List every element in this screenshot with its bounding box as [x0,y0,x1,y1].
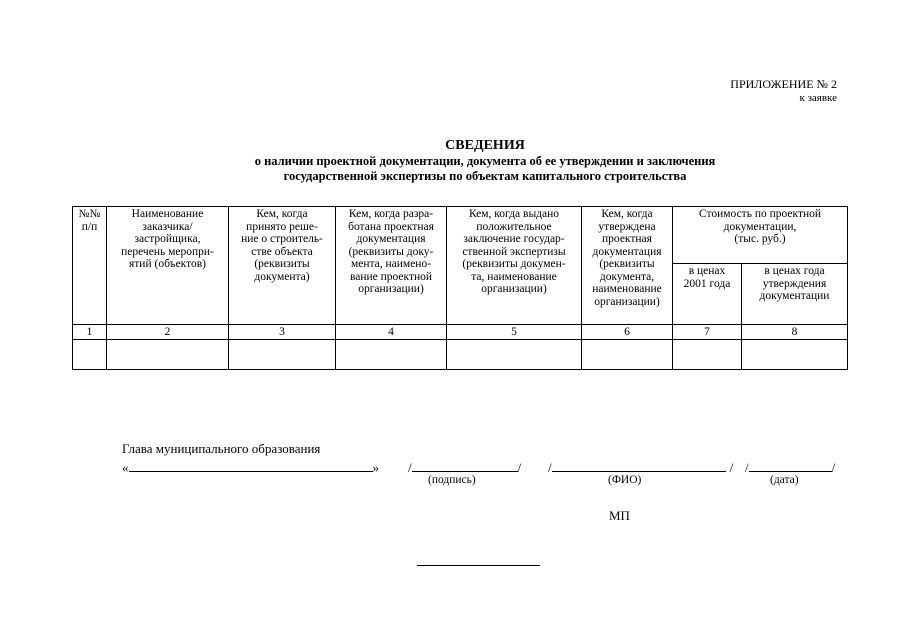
column-number-cell: 2 [107,325,229,340]
header-row [73,207,848,264]
appendix-label [730,77,837,105]
data-cell[interactable] [582,340,673,370]
municipality-name-line[interactable] [122,459,379,476]
data-cell[interactable] [447,340,582,370]
municipality-blank[interactable] [129,459,373,472]
empty-data-row [73,340,848,370]
slash: / [745,460,749,475]
document-title [60,138,905,184]
column-number-cell: 3 [229,325,336,340]
column-number-cell: 6 [582,325,673,340]
signature-blank[interactable] [412,459,518,472]
quote-close: » [372,460,379,475]
data-cell[interactable] [73,340,107,370]
full-name-caption: (ФИО) [608,474,642,486]
header-cell-design: Кем, когда разра- ботана проектная документация (реквизиты доку- мента, наимено- вание проектной организации) [336,207,447,325]
data-cell[interactable] [229,340,336,370]
date-blank[interactable] [749,459,832,472]
stamp-place: МП [609,508,630,523]
column-number-cell: 4 [336,325,447,340]
header-cell-cost: Стоимость по проектной документации, (тыс. руб.) [673,207,848,264]
column-number-cell: 7 [673,325,742,340]
header-cell-number: №№ п/п [73,207,107,325]
header-cell-decision: Кем, когда принято реше- ние о строитель- стве объекта (реквизиты документа) [229,207,336,325]
column-number-cell: 5 [447,325,582,340]
subheader-cell-2001: в ценах 2001 года [673,264,742,325]
header-cell-customer: Наименование заказчика/ застройщика, перечень меропри- ятий (объектов) [107,207,229,325]
full-name-blank[interactable] [552,459,726,472]
data-cell[interactable] [673,340,742,370]
header-cell-expertise: Кем, когда выдано положительное заключение государ- ственной экспертизы (реквизиты докумен- та, наименование организации) [447,207,582,325]
title-main: СВЕДЕНИЯ [445,138,525,153]
title-line-2: о наличии проектной документации, документа об ее утверждении и заключения [254,154,716,168]
column-number-cell: 1 [73,325,107,340]
slash: / [517,460,522,475]
quote-open: « [122,460,129,475]
slash: / [408,460,412,475]
date-caption: (дата) [770,474,799,486]
title-line-3: государственной экспертизы по объектам капитального строительства [283,169,687,183]
slash: / [831,460,836,475]
data-cell[interactable] [336,340,447,370]
header-cell-approval: Кем, когда утверждена проектная документация (реквизиты документа, наименование организации) [582,207,673,325]
bottom-divider [417,565,540,566]
data-cell[interactable] [742,340,848,370]
slash: / [548,460,552,475]
data-cell[interactable] [107,340,229,370]
subheader-cell-approval-year: в ценах года утверждения документации [742,264,848,325]
column-number-cell: 8 [742,325,848,340]
slash: / [729,460,734,475]
appendix-ref: к заявке [799,92,837,104]
info-table [72,206,848,370]
column-number-row [73,325,848,340]
appendix-number: ПРИЛОЖЕНИЕ № 2 [730,77,837,91]
signer-position: Глава муниципального образования [122,441,321,456]
signature-caption: (подпись) [428,474,476,486]
